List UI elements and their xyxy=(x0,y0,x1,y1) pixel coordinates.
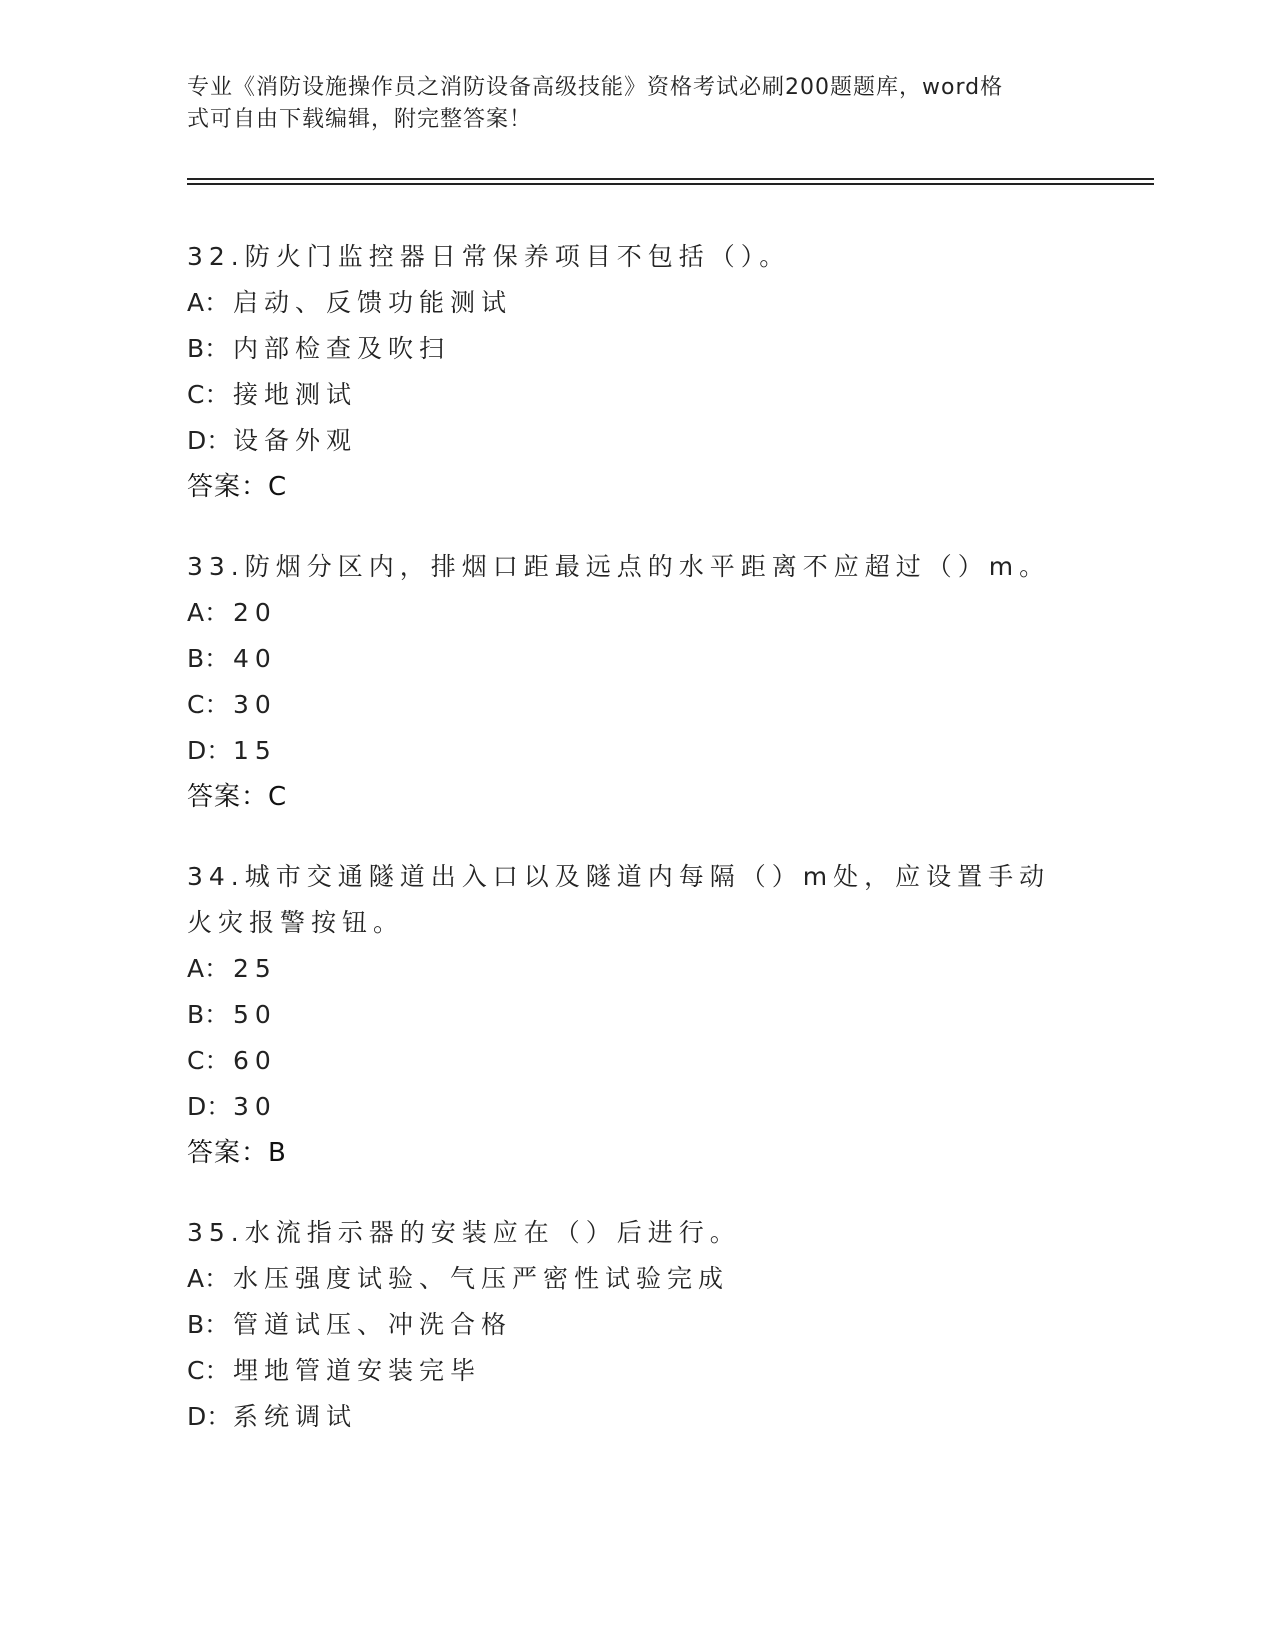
option-text: 15 xyxy=(233,736,277,765)
option-text: 40 xyxy=(233,644,277,673)
option-d xyxy=(187,1394,1087,1440)
option-key: B： xyxy=(187,334,230,363)
option-b xyxy=(187,992,1087,1038)
option-text: 30 xyxy=(233,690,277,719)
option-key: C： xyxy=(187,380,230,409)
option-key: D： xyxy=(187,736,232,765)
option-text: 内部检查及吹扫 xyxy=(233,334,451,363)
header-divider-bottom xyxy=(187,183,1154,185)
option-c xyxy=(187,682,1087,728)
option-key: A： xyxy=(187,288,230,317)
option-text: 25 xyxy=(233,954,277,983)
option-text: 50 xyxy=(233,1000,277,1029)
option-d xyxy=(187,1084,1087,1130)
header-line-1: 专业《消防设施操作员之消防设备高级技能》资格考试必刷200题题库，word格 xyxy=(187,75,1004,100)
option-text: 60 xyxy=(233,1046,277,1075)
option-b xyxy=(187,1302,1087,1348)
question-stem: 32.防火门监控器日常保养项目不包括（）。 xyxy=(187,242,791,271)
option-text: 系统调试 xyxy=(233,1402,358,1431)
question-stem: 33.防烟分区内，排烟口距最远点的水平距离不应超过（）m。 xyxy=(187,552,1051,581)
option-text: 设备外观 xyxy=(233,426,358,455)
option-key: A： xyxy=(187,1264,230,1293)
question-32 xyxy=(187,234,1087,510)
option-a xyxy=(187,946,1087,992)
question-35 xyxy=(187,1210,1087,1440)
option-key: B： xyxy=(187,644,230,673)
option-key: B： xyxy=(187,1000,230,1029)
option-a xyxy=(187,1256,1087,1302)
option-text: 水压强度试验、气压严密性试验完成 xyxy=(233,1264,730,1293)
option-key: C： xyxy=(187,690,230,719)
question-list xyxy=(187,234,1087,1474)
option-key: C： xyxy=(187,1356,230,1385)
option-b xyxy=(187,636,1087,682)
option-d xyxy=(187,418,1087,464)
answer-line: 答案：C xyxy=(187,782,288,812)
header-divider-top xyxy=(187,178,1154,180)
answer-line: 答案：C xyxy=(187,472,288,502)
option-b xyxy=(187,326,1087,372)
option-text: 启动、反馈功能测试 xyxy=(233,288,513,317)
option-text: 20 xyxy=(233,598,277,627)
document-header xyxy=(187,72,1067,136)
option-key: A： xyxy=(187,954,230,983)
answer-line: 答案：B xyxy=(187,1138,287,1168)
option-key: A： xyxy=(187,598,230,627)
option-a xyxy=(187,280,1087,326)
option-key: D： xyxy=(187,1402,232,1431)
option-key: D： xyxy=(187,1092,232,1121)
header-line-2: 式可自由下载编辑，附完整答案！ xyxy=(187,107,533,132)
option-c xyxy=(187,372,1087,418)
option-a xyxy=(187,590,1087,636)
option-d xyxy=(187,728,1087,774)
question-33 xyxy=(187,544,1087,820)
option-text: 管道试压、冲洗合格 xyxy=(233,1310,513,1339)
question-stem: 34.城市交通隧道出入口以及隧道内每隔（）m处，应设置手动火灾报警按钮。 xyxy=(187,862,1051,937)
option-c xyxy=(187,1038,1087,1084)
question-stem: 35.水流指示器的安装应在（）后进行。 xyxy=(187,1218,741,1247)
option-key: D： xyxy=(187,426,232,455)
option-text: 埋地管道安装完毕 xyxy=(233,1356,482,1385)
option-key: C： xyxy=(187,1046,230,1075)
option-text: 30 xyxy=(233,1092,277,1121)
question-34 xyxy=(187,854,1087,1176)
option-text: 接地测试 xyxy=(233,380,358,409)
option-c xyxy=(187,1348,1087,1394)
option-key: B： xyxy=(187,1310,230,1339)
